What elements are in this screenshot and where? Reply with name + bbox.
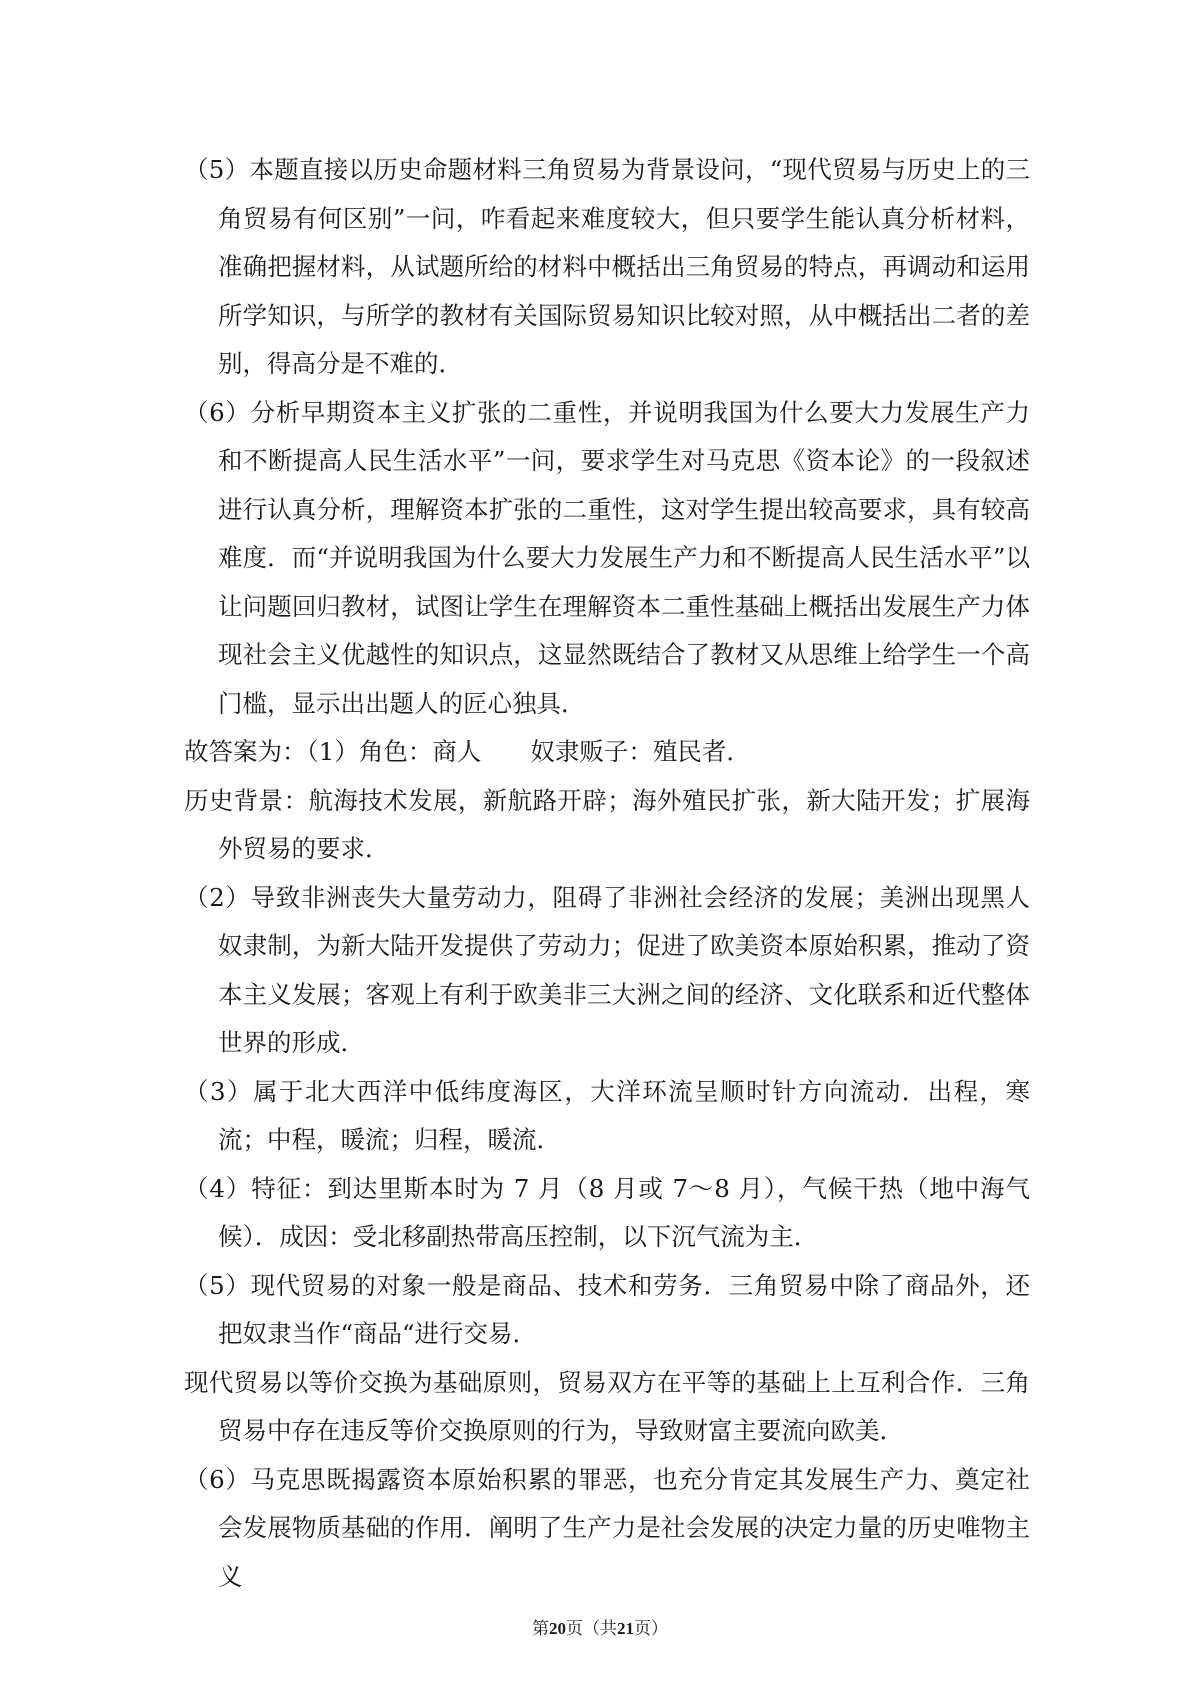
paragraph-answer-1-role: 故答案为：（1）角色：商人 奴隶贩子：殖民者． [184, 737, 751, 766]
paragraph-answer-5-principle: 现代贸易以等价交换为基础原则，贸易双方在平等的基础上上互利合作．三角贸易中存在违反等价交换原则的行为，导致财富主要流向欧美． [184, 1367, 1030, 1445]
answer-text-block [184, 146, 1030, 1601]
page-footer [0, 1618, 1200, 1640]
footer-total-pages: 21 [617, 1619, 634, 1638]
paragraph-analysis-5: （5）本题直接以历史命题材料三角贸易为背景设问，“现代贸易与历史上的三角贸易有何区别”一问，咋看起来难度较大，但只要学生能认真分析材料，准确把握材料，从试题所给的材料中概括出三角贸易的特点，再调动和运用所学知识，与所学的教材有关国际贸易知识比较对照，从中概括出二者的差别，得高分是不难的． [184, 155, 1030, 378]
paragraph-answer-6: （6）马克思既揭露资本原始积累的罪恶，也充分肯定其发展生产力、奠定社会发展物质基础的作用．阐明了生产力是社会发展的决定力量的历史唯物主义 [184, 1464, 1030, 1591]
paragraph-answer-4: （4）特征：到达里斯本时为 7 月（8 月或 7～8 月），气候干热（地中海气候）．成因：受北移副热带高压控制，以下沉气流为主． [184, 1173, 1030, 1251]
paragraph-answer-2: （2）导致非洲丧失大量劳动力，阻碍了非洲社会经济的发展；美洲出现黑人奴隶制，为新大陆开发提供了劳动力；促进了欧美资本原始积累，推动了资本主义发展；客观上有利于欧美非三大洲之间的经济、文化联系和近代整体世界的形成． [184, 882, 1030, 1057]
footer-prefix: 第 [532, 1619, 549, 1639]
paragraph-answer-1-background: 历史背景：航海技术发展，新航路开辟；海外殖民扩张，新大陆开发；扩展海外贸易的要求． [184, 785, 1030, 863]
footer-page-number: 20 [549, 1619, 566, 1638]
footer-middle: 页（共 [566, 1619, 617, 1639]
paragraph-answer-3: （3）属于北大西洋中低纬度海区，大洋环流呈顺时针方向流动．出程，寒流；中程，暖流；归程，暖流． [184, 1076, 1030, 1154]
paragraph-answer-5-object: （5）现代贸易的对象一般是商品、技术和劳务．三角贸易中除了商品外，还把奴隶当作“商品“进行交易． [184, 1270, 1030, 1348]
paragraph-analysis-6: （6）分析早期资本主义扩张的二重性，并说明我国为什么要大力发展生产力和不断提高人民生活水平”一问，要求学生对马克思《资本论》的一段叙述进行认真分析，理解资本扩张的二重性，这对学生提出较高要求，具有较高难度．而“并说明我国为什么要大力发展生产力和不断提高人民生活水平”以让问题回归教材，试图让学生在理解资本二重性基础上概括出发展生产力体现社会主义优越性的知识点，这显然既结合了教材又从思维上给学生一个高门槛，显示出出题人的匠心独具． [184, 397, 1030, 718]
footer-suffix: 页） [634, 1619, 668, 1639]
